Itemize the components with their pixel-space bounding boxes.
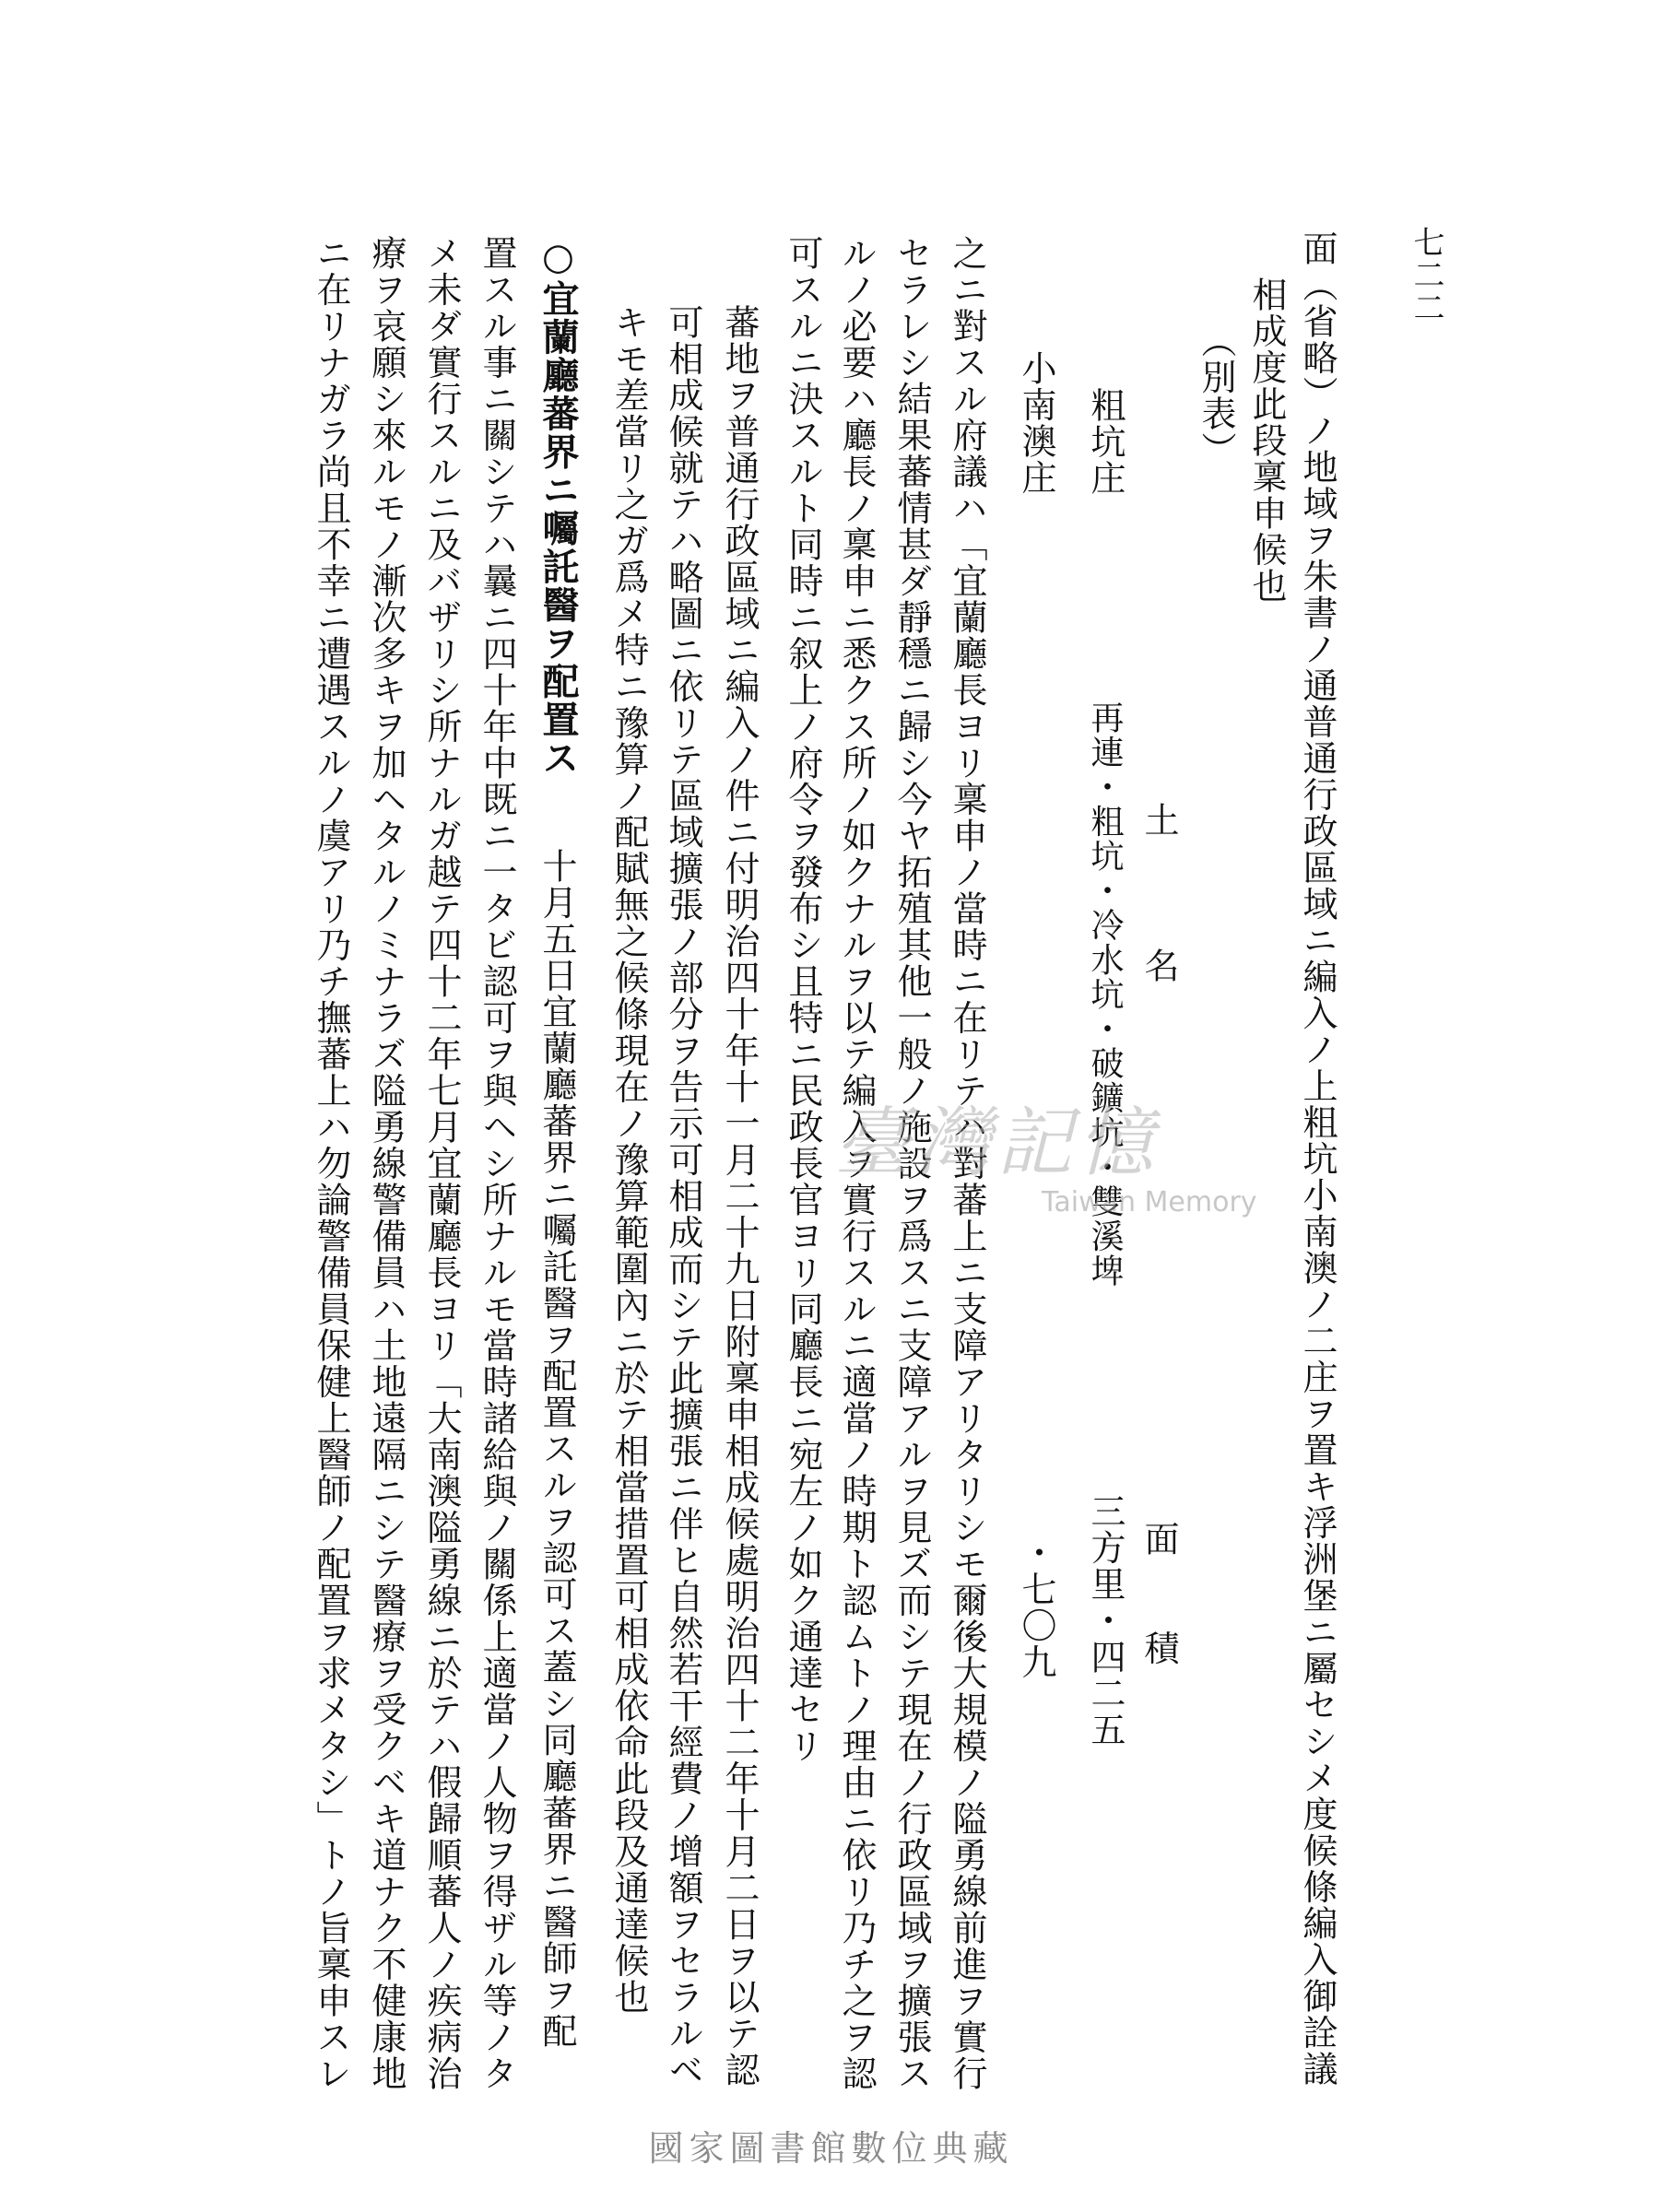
table-row-1-name: 粗坑庄	[1085, 387, 1126, 497]
watermark-cjk-text: 臺灣記憶	[834, 1100, 1159, 1187]
table-row-2-area: ・七〇九	[1016, 1535, 1056, 1680]
table-row-1-area: 三方里・四二五	[1085, 1493, 1126, 1748]
table-header-place-name: 土 名	[1138, 802, 1179, 984]
text-column-3: （別表）	[1196, 323, 1236, 468]
text-column-12: 置スル事ニ關シテハ曩ニ四十年中既ニ一タビ認可ヲ與ヘシ所ナルモ當時諸給與ノ關係上適當ノ人物ヲ得ザル等ノタ	[477, 235, 517, 2092]
text-column-6: ルノ必要ハ廳長ノ稟申ニ悉クス所ノ如クナルヲ以テ編入ヲ實行スルニ適當ノ時期ト認ムトノ理由ニ依リ乃チ之ヲ認	[836, 235, 877, 2092]
text-column-1: 面（省略）ノ地域ヲ朱書ノ通普通行政區域ニ編入ノ上粗坑小南澳ノ二庄ヲ置キ浮洲堡ニ屬セシメ度候條編入御詮議	[1297, 230, 1338, 2088]
taiwan-memory-watermark	[834, 1083, 1277, 1230]
text-column-2: 相成度此段稟申候也	[1246, 276, 1287, 605]
text-column-9: 可相成候就テハ略圖ニ依リテ區域擴張ノ部分ヲ告示可相成而シテ此擴張ニ伴ヒ自然若干經費ノ增額ヲセラルベ	[663, 304, 703, 2088]
text-column-8: 蕃地ヲ普通行政區域ニ編入ノ件ニ付明治四十年十一月二十九日附稟申相成候處明治四十二年十月二日ヲ以テ認	[719, 304, 760, 2088]
text-column-5: セラレシ結果蕃情甚ダ靜穩ニ歸シ今ヤ拓殖其他一般ノ施設ヲ爲スニ支障アルヲ見ズ而シテ現在ノ行政區域ヲ擴張ス	[891, 235, 932, 2092]
watermark-en-text: Taiwan Memory	[1042, 1186, 1257, 1218]
table-row-1-villages: 再連・粗坑・冷水坑・破鑛坑・雙溪埤	[1086, 700, 1124, 1288]
text-column-15: ニ在リナガラ尚且不幸ニ遭遇スルノ虞アリ乃チ撫蕃上ハ勿論警備員保健上醫師ノ配置ヲ求メタシ」トノ旨稟申スレ	[311, 235, 351, 2092]
table-header-area: 面 積	[1138, 1521, 1179, 1666]
text-column-14: 療ヲ哀願シ來ルモノ漸次多キヲ加ヘタルノミナラズ隘勇線警備員ハ土地遠隔ニシテ醫療ヲ受クベキ道ナク不健康地	[366, 235, 407, 2092]
section-heading: ○宜蘭廳蕃界ニ囑託醫ヲ配置ス	[536, 235, 580, 777]
text-column-10: キモ差當リ之ガ爲メ特ニ豫算ノ配賦無之候條現在ノ豫算範圍內ニ於テ相當措置可相成依命此段及通達候也	[608, 304, 649, 2016]
page-number: 七二二	[1408, 226, 1444, 324]
text-column-4: 之ニ對スル府議ハ「宜蘭廳長ヨリ稟申ノ當時ニ在リテハ對蕃上ニ支障アリタリシモ爾後大規模ノ隘勇線前進ヲ實行	[947, 235, 987, 2092]
text-column-11: 十月五日宜蘭廳蕃界ニ囑託醫ヲ配置スルヲ認可ス蓋シ同廳蕃界ニ醫師ヲ配	[536, 848, 577, 2050]
text-column-7: 可スルニ決スルト同時ニ叙上ノ府令ヲ發布シ且特ニ民政長官ヨリ同廳長ニ宛左ノ如ク通達セリ	[783, 235, 823, 1764]
table-row-2-name: 小南澳庄	[1016, 350, 1056, 496]
text-column-13: メ未ダ實行スルニ及バザリシ所ナルガ越テ四十二年七月宜蘭廳長ヨリ「大南澳隘勇線ニ於テハ假歸順蕃人ノ疾病治	[421, 235, 462, 2092]
footer-collection-label: 國家圖書館數位典藏	[648, 2128, 1014, 2169]
